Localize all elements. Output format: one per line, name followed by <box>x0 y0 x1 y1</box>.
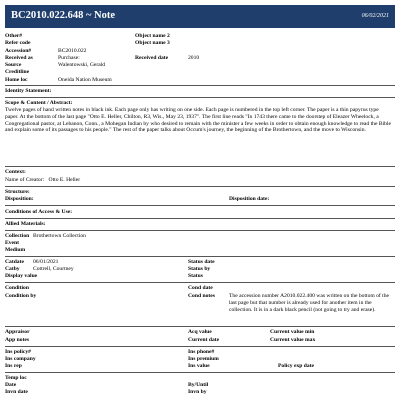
invn-by-label: Invn by <box>188 389 207 395</box>
ins-phone-label: Ins phone# <box>188 349 215 355</box>
conditions-access-label: Conditions of Access & Use: <box>5 209 73 215</box>
policy-exp-date-label: Policy exp date <box>278 363 315 369</box>
disposition-date-label: Disposition date: <box>229 196 270 202</box>
record-print-date: 06/02/2021 <box>361 12 389 19</box>
disposition-label: Disposition: <box>5 196 34 202</box>
identity-statement-label: Identity Statement: <box>5 88 52 94</box>
object-name-2-label: Object name 2 <box>135 33 170 39</box>
divider <box>5 256 395 257</box>
catdate-label: Catdate <box>5 259 24 265</box>
allied-materials-label: Allied Materials: <box>5 221 46 227</box>
app-notes-label: App notes <box>5 337 30 343</box>
creator-value: Otto E. Heller <box>48 177 81 183</box>
divider <box>5 326 395 327</box>
divider <box>5 186 395 187</box>
refer-code-label: Refer code <box>5 40 31 46</box>
cond-notes-label: Cond notes <box>188 293 215 299</box>
current-date-label: Current date <box>188 337 220 343</box>
object-name-3-label: Object name 3 <box>135 40 170 46</box>
medium-label: Medium <box>5 247 26 253</box>
temp-loc-label: Temp loc <box>5 375 27 381</box>
record-title: BC2010.022.648 ~ Note <box>11 10 116 22</box>
divider <box>5 166 395 167</box>
received-as-value: Purchase: <box>58 55 80 61</box>
temp-date-label: Date <box>5 382 17 388</box>
divider <box>5 282 395 283</box>
by-until-label: By/Until <box>188 382 209 388</box>
collection-value: Brothertown Collection <box>33 233 86 239</box>
record-header-bar <box>5 5 395 28</box>
accession-value: BC2010.022 <box>58 48 87 54</box>
scope-content-text: Twelve pages of hand written notes in black ink. Each page only has writing on one side. Each page is numbered in the top left corner. The paper is a thin papyrus type paper. At the bottom of the last page "Otto E. Heller, Chilton, R3, Wis., May 23, 1937". The first line reads "In 1743 there came to the doorstep of Eleazer Wheelock, a Congregational pastor, at Lebanon, Conn., a Mohegan Indian by who desired to remain with the minister a few weeks in order to obtain enough knowledge to read the Bible and explain some of its passages to his people." The rest of the paper talks about Occum's journey, the beginning of the Brothertown, and the move to Wisconsin. <box>5 107 391 134</box>
status-date-label: Status date <box>188 259 215 265</box>
invn-date-label: Invn date <box>5 389 28 395</box>
ins-rep-label: Ins rep <box>5 363 22 369</box>
ins-policy-label: Ins policy# <box>5 349 31 355</box>
structure-label: Structure: <box>5 189 30 195</box>
status-label: Status <box>188 273 203 279</box>
source-label: Source <box>5 62 22 68</box>
cond-date-label: Cond date <box>188 285 213 291</box>
acq-value-label: Acq value <box>188 329 212 335</box>
context-label: Context: <box>5 169 26 175</box>
scope-content-label: Scope & Content / Abstract: <box>5 100 73 106</box>
ins-company-label: Ins company <box>5 356 36 362</box>
condition-label: Condition <box>5 285 29 291</box>
collection-label: Collection <box>5 233 30 239</box>
catby-value: Cottrell, Courtney <box>33 266 74 272</box>
other-number-label: Other# <box>5 33 23 39</box>
cond-notes-value: The accession number A2010.022.400 was written on the bottom of the last page but that number is already used for another item in the collection. It is in a dark black pencil (not going to try and erase). <box>229 293 390 313</box>
received-as-label: Received as <box>5 55 33 61</box>
event-label: Event <box>5 240 19 246</box>
ins-premium-label: Ins premium <box>188 356 219 362</box>
name-of-creator <box>5 177 80 184</box>
catdate-value: 06/01/2021 <box>33 259 59 265</box>
appraisor-label: Appraisor <box>5 329 30 335</box>
catby-label: Catby <box>5 266 20 272</box>
home-loc-label: Home loc <box>5 77 28 83</box>
divider <box>5 372 395 373</box>
received-date-label: Received date <box>135 55 169 61</box>
received-date-value: 2010 <box>188 55 200 61</box>
condition-by-label: Condition by <box>5 293 37 299</box>
home-loc-value: Oneida Nation Museum <box>58 77 112 83</box>
divider <box>5 230 395 231</box>
accession-label: Accession# <box>5 48 32 54</box>
status-by-label: Status by <box>188 266 211 272</box>
display-value-label: Display value <box>5 273 38 279</box>
divider <box>5 346 395 347</box>
current-value-max-label: Current value max <box>270 337 316 343</box>
current-value-min-label: Current value min <box>270 329 315 335</box>
ins-value-label: Ins value <box>188 363 210 369</box>
divider <box>5 205 395 206</box>
divider <box>5 85 395 86</box>
creator-label: Name of Creator: <box>5 177 45 183</box>
divider <box>5 97 395 98</box>
divider <box>5 218 395 219</box>
creditline-label: Creditline <box>5 69 30 75</box>
source-value: Walentowski, Gerald <box>58 62 106 68</box>
